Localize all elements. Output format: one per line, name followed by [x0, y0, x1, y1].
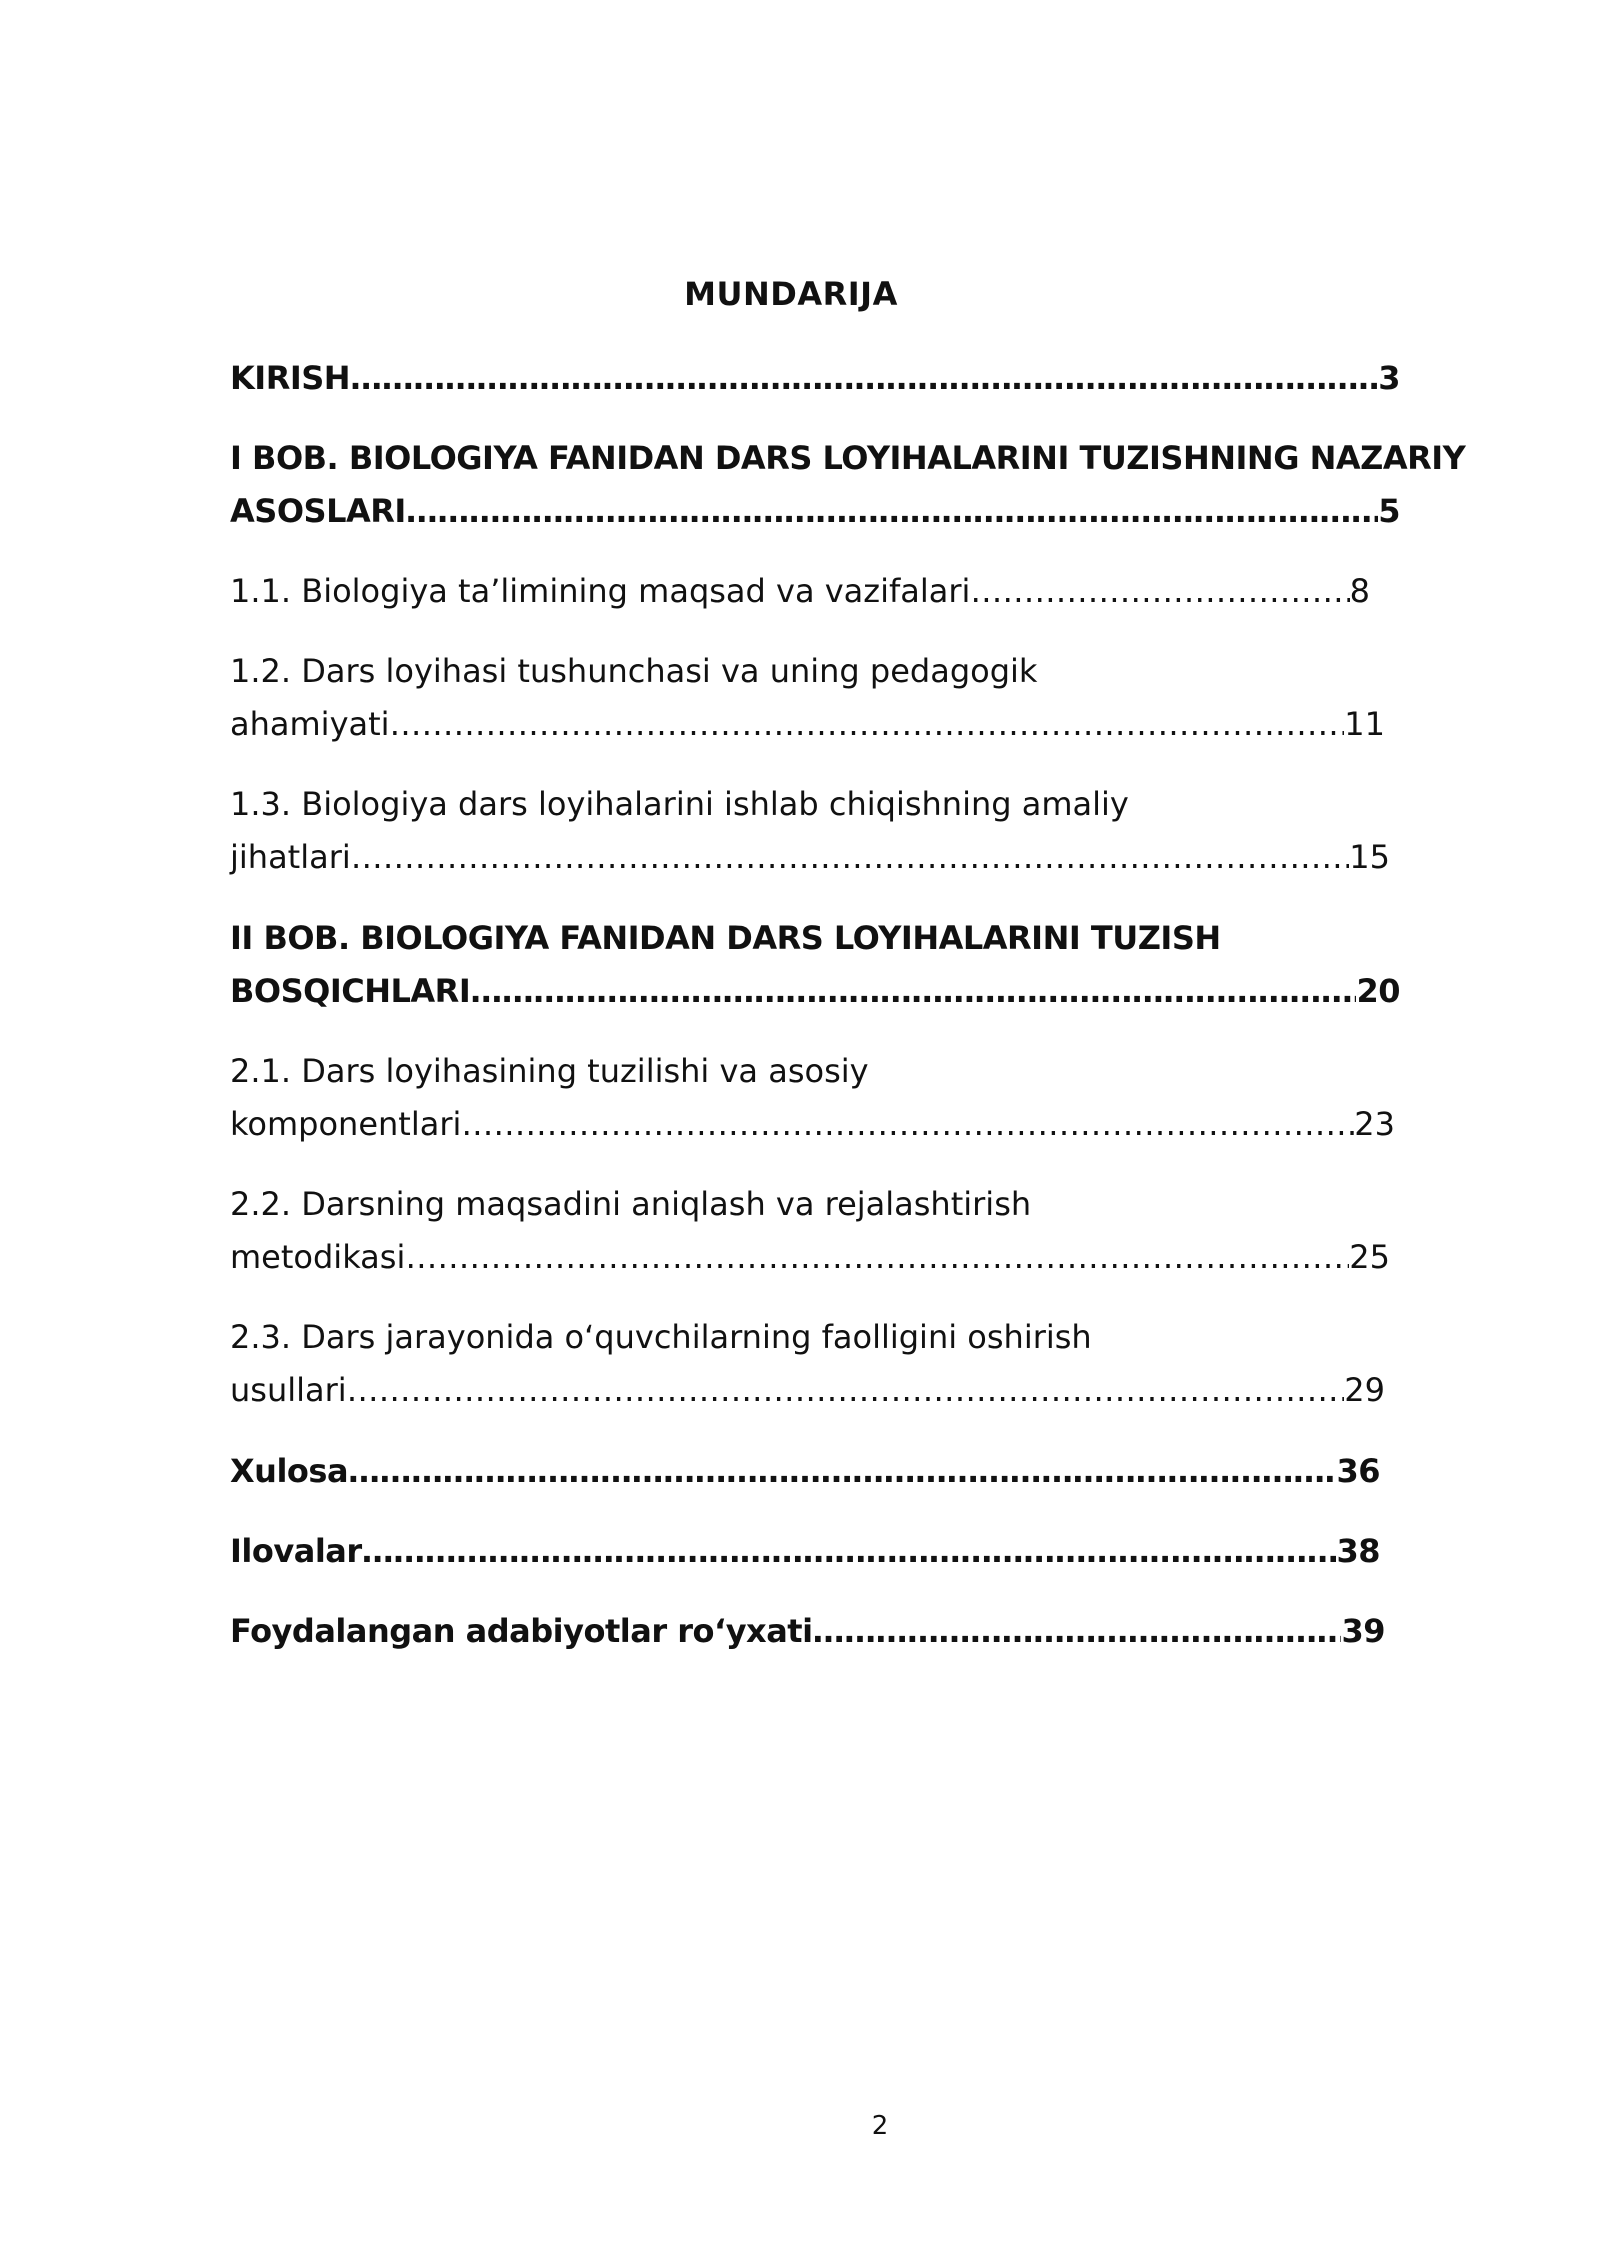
- toc-entry-label: BOSQICHLARI: [230, 972, 471, 1010]
- toc-entry-references[interactable]: [230, 1605, 1385, 1658]
- toc-entry-line: [230, 1445, 1380, 1498]
- toc-page-number: 29: [1344, 1371, 1385, 1409]
- toc-page-number: 38: [1336, 1532, 1380, 1570]
- toc-entry-section-2-2[interactable]: [230, 1178, 1390, 1284]
- toc-dot-leader: [405, 1231, 1349, 1284]
- toc-entry-line: [230, 352, 1400, 405]
- toc-entry-section-2-1[interactable]: [230, 1045, 1395, 1151]
- document-title: MUNDARIJA: [684, 275, 898, 313]
- toc-page-number: 3: [1378, 359, 1400, 397]
- toc-entry-label-line: II BOB. BIOLOGIYA FANIDAN DARS LOYIHALARINI TUZISH: [230, 919, 1221, 957]
- toc-entry-label-line: 2.1. Dars loyihasining tuzilishi va asosiy: [230, 1052, 869, 1090]
- toc-entry-line: [230, 1364, 1385, 1417]
- toc-entry-line: [230, 965, 1400, 1018]
- toc-dot-leader: [348, 1445, 1336, 1498]
- toc-dot-leader: [470, 965, 1356, 1018]
- toc-dot-leader: [362, 1525, 1337, 1578]
- toc-page-number: 8: [1349, 572, 1370, 610]
- toc-entry-line: [230, 1231, 1390, 1284]
- toc-entry-section-2-3[interactable]: [230, 1311, 1385, 1417]
- toc-page-number: 25: [1349, 1238, 1390, 1276]
- toc-entry-line: [230, 698, 1385, 751]
- toc-page-number: 11: [1344, 705, 1385, 743]
- toc-dot-leader: [350, 352, 1378, 405]
- toc-entry-label: jihatlari: [230, 838, 351, 876]
- toc-entry-kirish[interactable]: [230, 352, 1400, 405]
- toc-dot-leader: [406, 485, 1378, 538]
- toc-entry-label-line: 1.2. Dars loyihasi tushunchasi va uning pedagogik: [230, 652, 1038, 690]
- toc-entry-label: ahamiyati: [230, 705, 390, 743]
- toc-entry-label: Foydalangan adabiyotlar ro‘yxati: [230, 1612, 813, 1650]
- page-number: 2: [871, 2111, 889, 2141]
- toc-entry-section-1-3[interactable]: [230, 778, 1390, 884]
- toc-page-number: 39: [1341, 1612, 1385, 1650]
- toc-entry-chapter-1[interactable]: [230, 432, 1466, 538]
- toc-entry-line: [230, 565, 1370, 618]
- toc-entry-label: 1.1. Biologiya ta’limining maqsad va vazifalari: [230, 572, 971, 610]
- toc-entry-line: [230, 1605, 1385, 1658]
- toc-dot-leader: [813, 1605, 1342, 1658]
- toc-page-number: 23: [1354, 1105, 1395, 1143]
- toc-entry-label: ASOSLARI: [230, 492, 406, 530]
- toc-entry-ilovalar[interactable]: [230, 1525, 1380, 1578]
- toc-entry-line: [230, 831, 1390, 884]
- toc-entry-label-line: 2.3. Dars jarayonida o‘quvchilarning faolligini oshirish: [230, 1318, 1092, 1356]
- toc-dot-leader: [351, 831, 1350, 884]
- toc-entry-xulosa[interactable]: [230, 1445, 1380, 1498]
- toc-page-number: 5: [1378, 492, 1400, 530]
- toc-entry-line: [230, 485, 1400, 538]
- toc-entry-label-line: 1.3. Biologiya dars loyihalarini ishlab chiqishning amaliy: [230, 785, 1129, 823]
- toc-entry-label: Xulosa: [230, 1452, 349, 1490]
- toc-entry-label: komponentlari: [230, 1105, 462, 1143]
- toc-dot-leader: [347, 1364, 1345, 1417]
- toc-entry-label: Ilovalar: [230, 1532, 362, 1570]
- toc-entry-label: usullari: [230, 1371, 347, 1409]
- toc-page-number: 20: [1356, 972, 1400, 1010]
- toc-entry-label: metodikasi: [230, 1238, 406, 1276]
- toc-entry-line: [230, 1525, 1380, 1578]
- toc-dot-leader: [461, 1098, 1354, 1151]
- toc-entry-label-line: I BOB. BIOLOGIYA FANIDAN DARS LOYIHALARINI TUZISHNING NAZARIY: [230, 439, 1466, 477]
- toc-dot-leader: [970, 565, 1349, 618]
- toc-dot-leader: [390, 698, 1345, 751]
- toc-page-number: 36: [1336, 1452, 1380, 1490]
- toc-page-number: 15: [1349, 838, 1390, 876]
- toc-entry-chapter-2[interactable]: [230, 912, 1400, 1018]
- toc-entry-line: [230, 1098, 1395, 1151]
- toc-entry-label: KIRISH: [230, 359, 351, 397]
- toc-entry-section-1-1[interactable]: [230, 565, 1370, 618]
- toc-entry-label-line: 2.2. Darsning maqsadini aniqlash va rejalashtirish: [230, 1185, 1032, 1223]
- toc-entry-section-1-2[interactable]: [230, 645, 1385, 751]
